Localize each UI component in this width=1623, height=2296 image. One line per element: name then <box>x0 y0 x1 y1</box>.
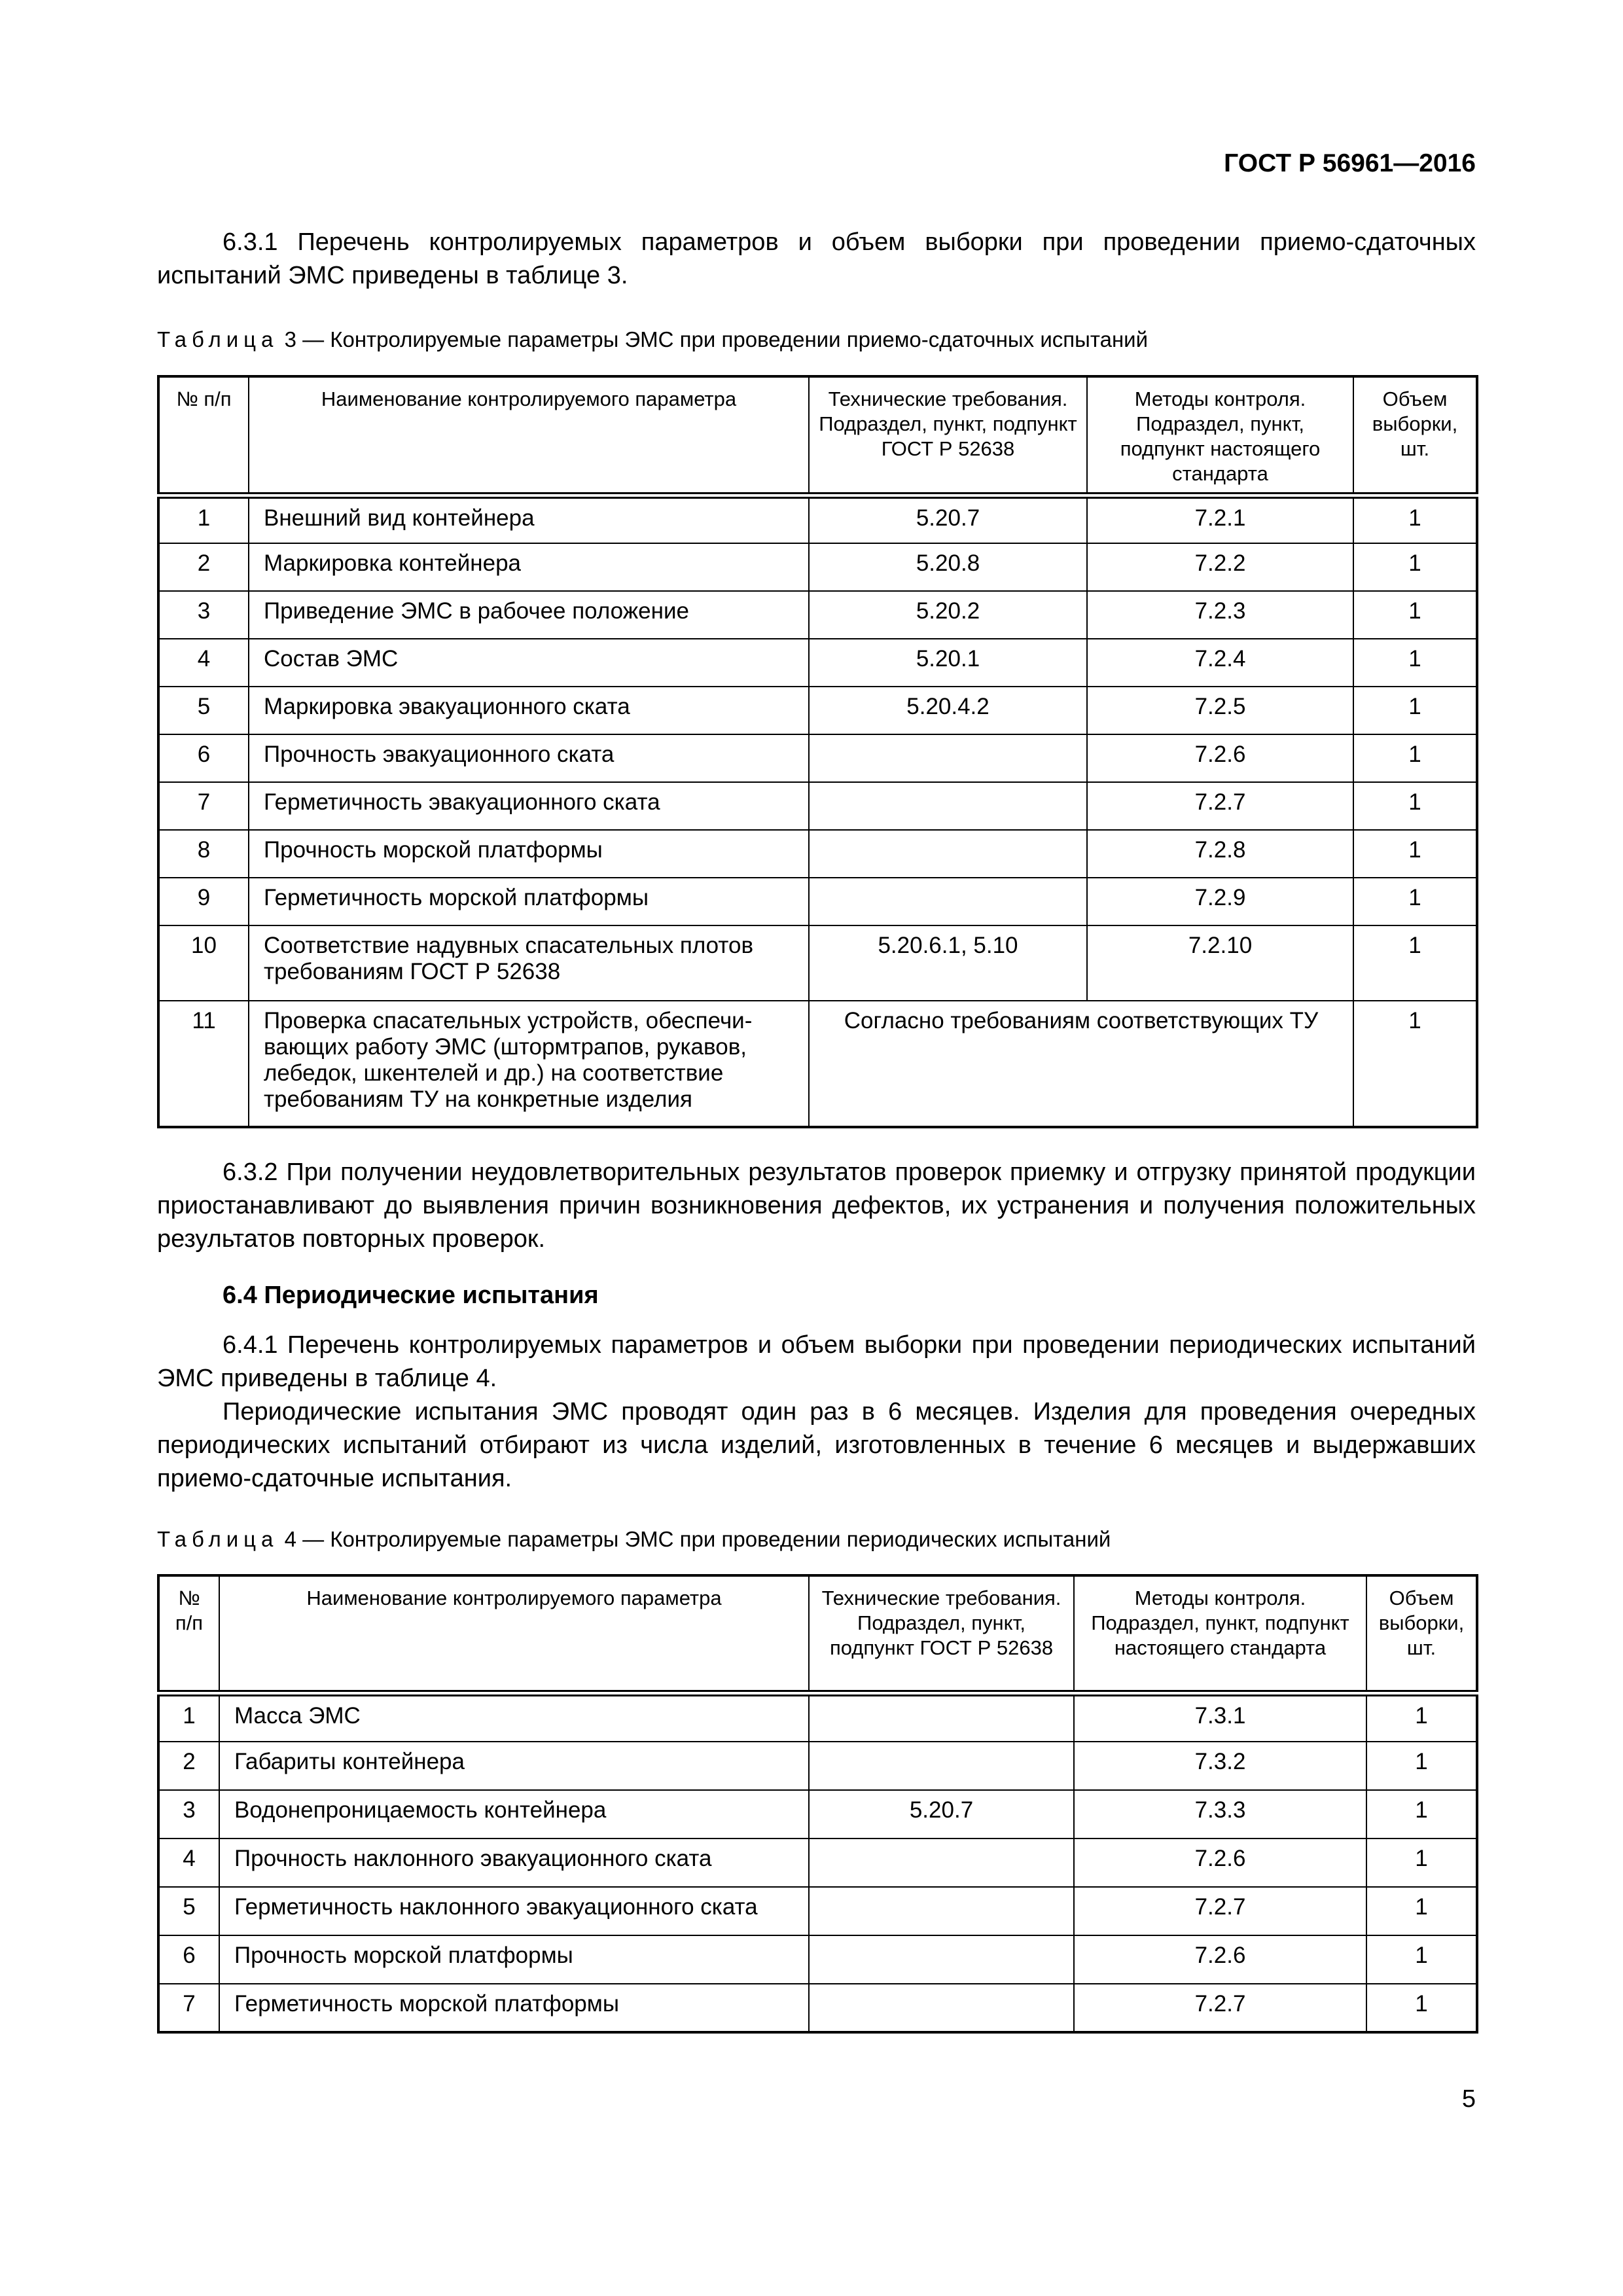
table-row <box>158 1790 1477 1839</box>
method-ref: 7.2.6 <box>1074 1935 1366 1984</box>
row-number: 3 <box>158 591 249 639</box>
table-header-row <box>158 1575 1477 1693</box>
paragraph-text: 6.3.2 При получении неудовлетворительных результатов проверок приемку и отгрузку принятой продукции приостанавливают до выявления причин возникновения дефектов, их устранения и получения положительных результатов повторных проверок. <box>157 1158 1476 1253</box>
parameter-name: Прочность морской платформы <box>249 830 809 878</box>
method-ref: 7.2.1 <box>1087 495 1353 543</box>
row-number: 6 <box>158 734 249 782</box>
method-ref: 7.2.7 <box>1074 1984 1366 2032</box>
sample-size: 1 <box>1353 878 1477 925</box>
paragraph-6-4-1 <box>157 1329 1476 1496</box>
sample-size: 1 <box>1353 925 1477 1001</box>
row-number: 11 <box>158 1001 249 1127</box>
parameter-name: Внешний вид контейнера <box>249 495 809 543</box>
parameter-name: Герметичность морской платформы <box>219 1984 809 2032</box>
row-number: 4 <box>158 639 249 687</box>
requirements-ref <box>809 830 1087 878</box>
table-row <box>158 1935 1477 1984</box>
table-3 <box>157 375 1478 1128</box>
sample-size: 1 <box>1366 1742 1477 1790</box>
table-row <box>158 639 1477 687</box>
requirements-ref <box>809 1935 1074 1984</box>
row-number: 2 <box>158 543 249 591</box>
parameter-name: Маркировка эвакуационного ската <box>249 687 809 734</box>
header-methods: Методы контроля. Подраздел, пункт, подпункт настоящего стандарта <box>1074 1575 1366 1693</box>
page-number: 5 <box>1461 2085 1476 2113</box>
row-number: 7 <box>158 1984 219 2032</box>
row-number: 1 <box>158 495 249 543</box>
requirements-ref: 5.20.7 <box>809 1790 1074 1839</box>
parameter-name: Герметичность эвакуационного ската <box>249 782 809 830</box>
sample-size: 1 <box>1366 1790 1477 1839</box>
parameter-name: Соответствие надувных спасательных плотов требованиям ГОСТ Р 52638 <box>249 925 809 1001</box>
requirements-ref: 5.20.1 <box>809 639 1087 687</box>
sample-size: 1 <box>1366 1839 1477 1887</box>
requirements-ref <box>809 1839 1074 1887</box>
parameter-name: Герметичность морской платформы <box>249 878 809 925</box>
parameter-name: Проверка спасательных устройств, обеспечи-вающих работу ЭМС (штормтрапов, рукавов, лебедок, шкентелей и др.) на соответствие требованиям ТУ на конкретные изделия <box>249 1001 809 1127</box>
method-ref: 7.2.7 <box>1087 782 1353 830</box>
document-id: ГОСТ Р 56961—2016 <box>1224 149 1476 177</box>
sample-size: 1 <box>1366 1887 1477 1935</box>
paragraph-6-3-1 <box>157 226 1476 293</box>
method-ref: 7.2.6 <box>1074 1839 1366 1887</box>
table-row <box>158 687 1477 734</box>
parameter-name: Прочность морской платформы <box>219 1935 809 1984</box>
table-row <box>158 782 1477 830</box>
header-methods: Методы контроля. Подраздел, пункт, подпункт настоящего стандарта <box>1087 376 1353 495</box>
method-ref: 7.3.1 <box>1074 1693 1366 1742</box>
section-heading-6-4: 6.4 Периодические испытания <box>223 1282 599 1309</box>
method-ref: 7.2.5 <box>1087 687 1353 734</box>
paragraph-6-3-2 <box>157 1156 1476 1256</box>
table-row <box>158 1693 1477 1742</box>
row-number: 6 <box>158 1935 219 1984</box>
table-header-row <box>158 376 1477 495</box>
parameter-name: Состав ЭМС <box>249 639 809 687</box>
caption-text: 3 — Контролируемые параметры ЭМС при проведении приемо-сдаточных испытаний <box>284 327 1149 351</box>
caption-text: 4 — Контролируемые параметры ЭМС при проведении периодических испытаний <box>284 1527 1111 1551</box>
header-parameter: Наименование контролируемого параметра <box>219 1575 809 1693</box>
parameter-name: Прочность эвакуационного ската <box>249 734 809 782</box>
header-number: № п/п <box>158 376 249 495</box>
sample-size: 1 <box>1366 1935 1477 1984</box>
parameter-name: Приведение ЭМС в рабочее положение <box>249 591 809 639</box>
row-number: 10 <box>158 925 249 1001</box>
table-row <box>158 1742 1477 1790</box>
requirements-merged: Согласно требованиям соответствующих ТУ <box>809 1001 1353 1127</box>
parameter-name: Водонепроницаемость контейнера <box>219 1790 809 1839</box>
paragraph-text: Периодические испытания ЭМС проводят один раз в 6 месяцев. Изделия для проведения очередных периодических испытаний отбирают из числа изделий, изготовленных в течение 6 месяцев и выдержавших приемо-сдаточные испытания. <box>157 1398 1476 1492</box>
row-number: 4 <box>158 1839 219 1887</box>
row-number: 7 <box>158 782 249 830</box>
requirements-ref <box>809 782 1087 830</box>
method-ref: 7.2.4 <box>1087 639 1353 687</box>
requirements-ref <box>809 1984 1074 2032</box>
row-number: 9 <box>158 878 249 925</box>
sample-size: 1 <box>1353 734 1477 782</box>
table3-caption <box>157 327 1148 352</box>
sample-size: 1 <box>1353 495 1477 543</box>
paragraph-text: 6.3.1 Перечень контролируемых параметров и объем выборки при проведении приемо-сдаточных испытаний ЭМС приведены в таблице 3. <box>157 228 1476 289</box>
table-row <box>158 734 1477 782</box>
parameter-name: Герметичность наклонного эвакуационного ската <box>219 1887 809 1935</box>
requirements-ref <box>809 1742 1074 1790</box>
table-row <box>158 1887 1477 1935</box>
requirements-ref: 5.20.4.2 <box>809 687 1087 734</box>
requirements-ref <box>809 1693 1074 1742</box>
method-ref: 7.3.3 <box>1074 1790 1366 1839</box>
sample-size: 1 <box>1366 1693 1477 1742</box>
sample-size: 1 <box>1353 591 1477 639</box>
header-sample-size: Объем выборки, шт. <box>1353 376 1477 495</box>
row-number: 1 <box>158 1693 219 1742</box>
table-row <box>158 878 1477 925</box>
method-ref: 7.3.2 <box>1074 1742 1366 1790</box>
table-row <box>158 925 1477 1001</box>
parameter-name: Габариты контейнера <box>219 1742 809 1790</box>
row-number: 5 <box>158 1887 219 1935</box>
sample-size: 1 <box>1353 639 1477 687</box>
table-row <box>158 1984 1477 2032</box>
header-number: № п/п <box>158 1575 219 1693</box>
method-ref: 7.2.2 <box>1087 543 1353 591</box>
row-number: 8 <box>158 830 249 878</box>
requirements-ref <box>809 878 1087 925</box>
requirements-ref: 5.20.8 <box>809 543 1087 591</box>
table4-caption <box>157 1527 1111 1552</box>
table-4 <box>157 1574 1478 2034</box>
sample-size: 1 <box>1366 1984 1477 2032</box>
sample-size: 1 <box>1353 1001 1477 1127</box>
row-number: 3 <box>158 1790 219 1839</box>
row-number: 2 <box>158 1742 219 1790</box>
header-requirements: Технические требования. Подраздел, пункт, подпункт ГОСТ Р 52638 <box>809 1575 1074 1693</box>
method-ref: 7.2.6 <box>1087 734 1353 782</box>
requirements-ref <box>809 1887 1074 1935</box>
method-ref: 7.2.8 <box>1087 830 1353 878</box>
row-number: 5 <box>158 687 249 734</box>
table-row <box>158 1839 1477 1887</box>
parameter-name: Маркировка контейнера <box>249 543 809 591</box>
requirements-ref <box>809 734 1087 782</box>
method-ref: 7.2.10 <box>1087 925 1353 1001</box>
sample-size: 1 <box>1353 687 1477 734</box>
parameter-name: Прочность наклонного эвакуационного ската <box>219 1839 809 1887</box>
requirements-ref: 5.20.2 <box>809 591 1087 639</box>
sample-size: 1 <box>1353 543 1477 591</box>
table-row <box>158 591 1477 639</box>
caption-label: Таблица <box>157 327 279 351</box>
table-row <box>158 495 1477 543</box>
table-row <box>158 830 1477 878</box>
method-ref: 7.2.3 <box>1087 591 1353 639</box>
header-parameter: Наименование контролируемого параметра <box>249 376 809 495</box>
sample-size: 1 <box>1353 830 1477 878</box>
table-row <box>158 543 1477 591</box>
requirements-ref: 5.20.6.1, 5.10 <box>809 925 1087 1001</box>
method-ref: 7.2.7 <box>1074 1887 1366 1935</box>
requirements-ref: 5.20.7 <box>809 495 1087 543</box>
sample-size: 1 <box>1353 782 1477 830</box>
paragraph-text: 6.4.1 Перечень контролируемых параметров и объем выборки при проведении периодических испытаний ЭМС приведены в таблице 4. <box>157 1331 1476 1392</box>
header-requirements: Технические требования. Подраздел, пункт, подпункт ГОСТ Р 52638 <box>809 376 1087 495</box>
method-ref: 7.2.9 <box>1087 878 1353 925</box>
table-row <box>158 1001 1477 1127</box>
header-sample-size: Объем выборки, шт. <box>1366 1575 1477 1693</box>
caption-label: Таблица <box>157 1527 279 1551</box>
parameter-name: Масса ЭМС <box>219 1693 809 1742</box>
